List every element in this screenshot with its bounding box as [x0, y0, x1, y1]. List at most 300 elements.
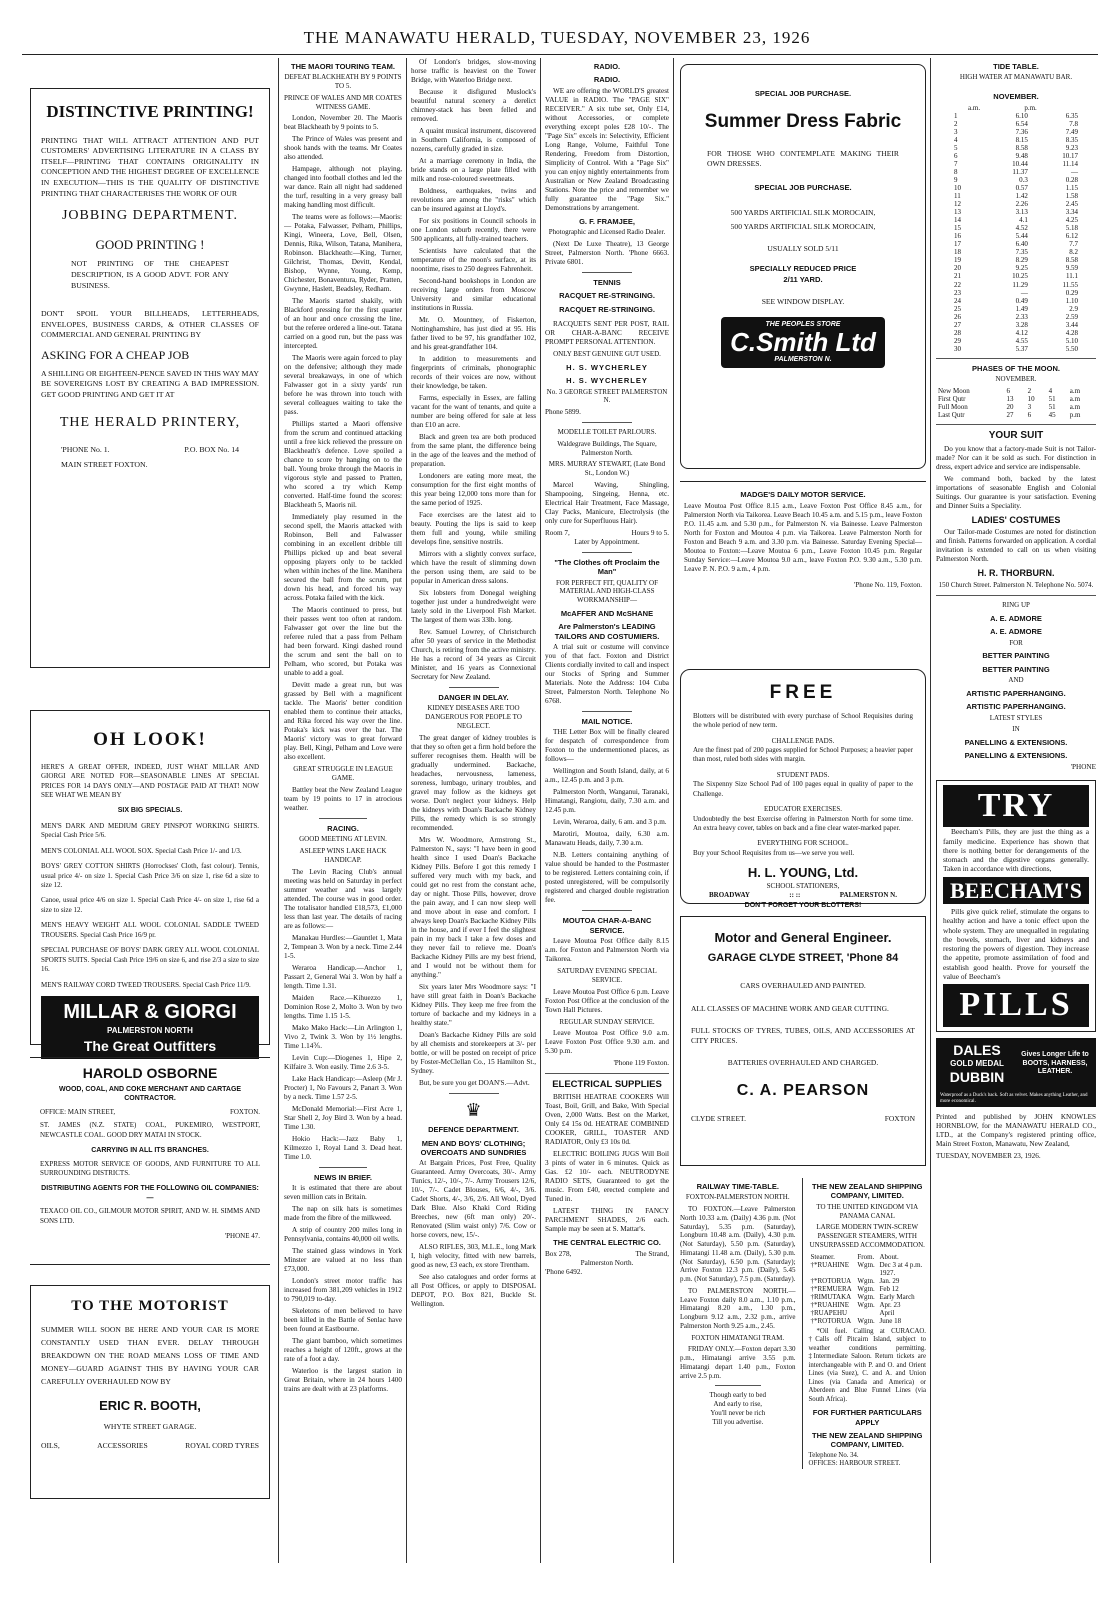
defence-also: ALSO RIFLES, 303, M.L.E., long Mark I, high velocity, fitted with new barrels, good as new, £3 each, ex store Trentham.	[411, 1243, 536, 1270]
moon-cell: 51	[1048, 395, 1056, 404]
cell: †*RUAHINE	[810, 1260, 850, 1269]
dubbin-gold: GOLD MEDAL	[950, 1059, 1004, 1069]
table-row	[952, 329, 1080, 337]
pearson-all: ALL CLASSES OF MACHINE WORK AND GEAR CUTTING.	[691, 1003, 889, 1013]
student-body: The Sixpenny Size School Pad of 100 pages equal in quality of paper to the Challenge.	[693, 780, 913, 798]
tide-time: 11.1	[1066, 272, 1078, 281]
pearson-stocks: FULL STOCKS OF TYRES, TUBES, OILS, AND ACCESSORIES AT CITY PRICES.	[691, 1025, 915, 1045]
tide-time: 6.12	[1065, 232, 1078, 241]
free-advert	[680, 669, 926, 909]
table-row	[952, 208, 1080, 216]
tide-time: 7.8	[1069, 119, 1078, 128]
modelle-mrs: MRS. MURRAY STEWART, (Late Bond St., London W.)	[548, 460, 666, 477]
printery-phone: 'PHONE No. 1.	[61, 445, 110, 455]
tide-time: 2.9	[1069, 304, 1078, 313]
radio-headline: RADIO.	[593, 62, 621, 71]
imprint-date: TUESDAY, NOVEMBER 23, 1926.	[936, 1152, 1041, 1161]
tide-time: 10.25	[1012, 272, 1028, 281]
column-2	[284, 58, 402, 1563]
separator	[936, 424, 1096, 425]
booth-accessories: ACCESSORIES	[97, 1440, 148, 1450]
news-para: Black and green tea are both produced from the same plant, the difference being in the age of the leaves and the method of preparation.	[411, 433, 536, 468]
tide-time: 8.2	[1069, 248, 1078, 257]
kidney-subhead: KIDNEY DISEASES ARE TOO DANGEROUS FOR PEOPLE TO NEGLECT.	[425, 704, 522, 730]
cell	[855, 1309, 877, 1317]
electrical-box: Box 278,	[545, 1249, 572, 1258]
pearson-street: CLYDE STREET.	[691, 1113, 746, 1123]
table-row	[952, 272, 1080, 280]
tide-time: 7.49	[1065, 127, 1078, 136]
news-para: Mr. O. Mountney, of Fiskerton, Nottinghamshire, has just died at 95. His father lived to be 97, his grandfather 102, and his great-grandfather 104.	[411, 316, 536, 351]
radio-body: WE are offering the WORLD'S greatest VALUE in RADIO. The "PAGE SIX" RECEIVER." A six tube set, Only £14, without Accessories, or complete everything except poles £28 10/-. The "Page Six" excels in: Selectivity, Efficient Long Range, Volume, Faithful Tone Rendering, Freedom from Distortion, Simplicity of Control. With a "Page Six" you can enjoy nightly entertainments from Australian or New Zealand Broadcasting Stations. Note the price and remember we fully guarantee the "Page Six." Demonstrations by arrangement.	[545, 86, 669, 212]
article-para: Devitt made a great run, but was grassed by Bell with a magnificent tackle. The Maoris' better condition enabled them to continue their attacks, and Rika forced his way over the line. Potaka's kick was over the bar. The Maoris' victory was to great forward play. Bell, Kingi, Pelham and Love were also excellent.	[284, 681, 402, 762]
article-para: The Prince of Wales was present and shook hands with the teams. Mr Coates also attended.	[284, 135, 402, 162]
nz-shipping-headline: THE NEW ZEALAND SHIPPING COMPANY, LIMITED.	[812, 1182, 923, 1201]
table-row	[936, 395, 1096, 403]
tide-day: 14	[954, 216, 961, 225]
moon-cell: Full Moon	[938, 403, 968, 412]
madge-headline: MADGE'S DAILY MOTOR SERVICE.	[740, 490, 866, 499]
table-row	[952, 281, 1080, 289]
admore-paperhanging: ARTISTIC PAPERHANGING.	[966, 688, 1066, 698]
article-para: The teams were as follows:—Maoris:— Potaka, Falwasser, Pelham, Phillips, Kingi, Wineera, Love, Bell, Olsen, Dennis, Rika, Wilson, Tatana, Manihera, Robinson. Blackheath:—King, Turner, Gilchrist, Thomas, Devitt, Kendal, Bishop, Wynne, Young, Kemp, Chichester, Bonaventura, Ryder, Pratten, Gwynne, Haslett, Beadsley, Redham.	[284, 213, 402, 294]
article-para: Battley beat the New Zealand League team by 19 points to 17 in atrocious weather.	[284, 785, 402, 812]
special-item: MEN'S HEAVY WEIGHT ALL WOOL COLONIAL SADDLE TWEED TROUSERS. Special Cash Price 16/9 pr.	[41, 921, 259, 939]
osborne-phone: 'PHONE 47.	[224, 1232, 260, 1241]
wycherley-phone: Phone 5899.	[545, 408, 581, 416]
railway-timetable	[680, 1178, 796, 1469]
news-para: For six positions in Council schools in one London suburb recently, there were 500 applicants, all fully-trained teachers.	[411, 217, 536, 243]
moon-headline: PHASES OF THE MOON.	[972, 363, 1060, 373]
nz-shipping-to: TO THE UNITED KINGDOM VIA PANAMA CANAL	[816, 1202, 919, 1220]
news-para: In addition to measurements and fingerprints of criminals, phonographic records of their voices are now, without their knowledge, be taken.	[411, 355, 536, 390]
admore-paperhanging-2: ARTISTIC PAPERHANGING.	[966, 702, 1066, 712]
column-divider	[673, 58, 674, 1563]
article-para: London, November 20. The Maoris beat Blackheath by 9 points to 5.	[284, 114, 402, 132]
racing-para: Weraroa Handicap.—Anchor 1, Passart 2, General Wai 3. Won by half a length. Time 1.31.	[284, 963, 402, 990]
electrical-shades: LATEST THING IN FANCY PARCHMENT SHADES, 2/6 each. Sample may be seen at S. Mattar's.	[545, 1207, 669, 1234]
tide-day: 25	[954, 304, 961, 313]
beecham-advert	[936, 780, 1096, 1032]
moon-cell: 4	[1048, 387, 1053, 396]
moutoa-para: Leave Moutoa Post Office daily 8.15 a.m. for Foxton and Palmerston North via Taikorea.	[545, 937, 669, 963]
moutoa-saturday: SATURDAY EVENING SPECIAL SERVICE.	[557, 967, 657, 984]
cell: Wgtn.	[857, 1284, 875, 1293]
moon-cell: New Moon	[938, 387, 970, 396]
tide-time: 0.28	[1065, 175, 1078, 184]
tide-time: 11.14	[1062, 159, 1078, 168]
mail-headline: MAIL NOTICE.	[581, 716, 633, 726]
cell: Feb 12	[879, 1284, 899, 1293]
racing-para: Hokio Hack:—Jazz Baby 1, Kilmezzo 1, Royal Land 3. Dead heat. Time 1.0.	[284, 1134, 402, 1161]
table-row	[936, 403, 1096, 411]
tide-table-body	[952, 112, 1080, 353]
kidney-headline: DANGER IN DELAY.	[438, 693, 509, 702]
column-divider	[406, 58, 407, 1563]
printing-body: PRINTING THAT WILL ATTRACT ATTENTION AND PUT CUSTOMERS' ADVERTISING LITERATURE IN A CLASS BY ITSELF—PRINTING THAT CONTAINS ORIGINALITY IN CONCEPTION AND THE HIGHEST DEGREE OF EXCELLENCE IN EXECUTION—THIS IS THE QUALITY OF DISTINCTIVE PRINTING THAT CHARACTERISES THE WORK OF OUR	[41, 135, 259, 198]
tide-day: 29	[954, 336, 961, 345]
tide-time: 8.58	[1065, 256, 1078, 265]
tide-day: 27	[954, 320, 961, 329]
separator	[449, 1093, 499, 1094]
tide-time: 6.40	[1015, 240, 1028, 249]
table-row	[952, 240, 1080, 248]
tide-time: 8.58	[1015, 143, 1028, 152]
table-header-row	[809, 1253, 926, 1261]
mcaffer-sub: FOR PERFECT FIT, QUALITY OF MATERIAL AND HIGH-CLASS WORKMANSHIP—	[556, 578, 658, 604]
defence-catalogue: See also catalogues and order forms at all Post Offices, or apply to DISPOSAL DEPOT, P.O. Box 821, Buckle St. Wellington.	[411, 1273, 536, 1309]
nz-shipping-large: LARGE MODERN TWIN-SCREW PASSENGER STEAMERS, WITH UNSURPASSED ACCOMMODATION.	[809, 1223, 925, 1249]
table-row	[952, 313, 1080, 321]
tide-time: 2.45	[1065, 200, 1078, 209]
tennis-gut: ONLY BEST GENUINE GUT USED.	[553, 350, 661, 358]
defence-headline: DEFENCE DEPARTMENT.	[428, 1125, 519, 1135]
colons: :: ::	[789, 891, 801, 900]
radio-dealer-address: (Next De Luxe Theatre), 13 George Street, Palmerston North. 'Phone 6663. Private 6801.	[545, 239, 669, 266]
osborne-carrying: CARRYING IN ALL ITS BRANCHES.	[91, 1147, 209, 1155]
kidney-para: The great danger of kidney troubles is that they so often get a firm hold before the sufferer recognises them. Health will be gradually undermined. Backache, headaches, nervousness, lameness, soreness, lumbago, urinary troubles, and gravel may follow as the kidneys get worse. Don't neglect your kidneys. Help the kidneys with Doan's Backache Kidney Pills, the remedy which is so strongly recommended.	[411, 733, 536, 832]
tide-table	[952, 104, 1080, 112]
news-para: The nap on silk hats is sometimes made from the fibre of the milkweed.	[284, 1204, 402, 1222]
moon-cell: a.m	[1069, 395, 1081, 404]
everything-school: EVERYTHING FOR SCHOOL.	[757, 839, 849, 848]
racing-para: Maiden Race.—Kihuezzo 1, Dominion Rose 2, Molto 3. Won by two lengths. Time 1.15 1-5.	[284, 993, 402, 1020]
moon-cell: 45	[1048, 411, 1056, 420]
table-header: p.m.	[1024, 103, 1037, 112]
dubbin-small: Waterproof as a Duck's back. Soft as velvet. Makes anything Leather, and more economical.	[936, 1091, 1096, 1108]
tide-day: 19	[954, 256, 961, 265]
electrical-headline: ELECTRICAL SUPPLIES	[552, 1079, 662, 1091]
defence-subhead: MEN AND BOYS' CLOTHING; OVERCOATS AND SUNDRIES	[420, 1138, 527, 1157]
tide-day: 3	[954, 127, 958, 136]
motorist-body: SUMMER WILL SOON BE HERE AND YOUR CAR IS MORE CONSTANTLY USED THAN EVER. DELAY THROUGH BREAKDOWN ON THE ROAD MEANS LOSS OF TIME AND MONEY—GUARD AGAINST THIS BY HAVING YOUR CAR CAREFULLY OVERHAULED NOW BY	[41, 1325, 259, 1386]
tennis-headline-2: RACQUET RE-STRINGING.	[559, 291, 655, 301]
tide-time: —	[1020, 288, 1028, 297]
table-row	[952, 160, 1080, 168]
modelle-room: Room 7,	[545, 528, 570, 537]
dubbin-name: DUBBIN	[949, 1069, 1005, 1086]
column-divider	[540, 58, 541, 1563]
palmerston: PALMERSTON N.	[839, 891, 897, 900]
table-header-row	[952, 104, 1080, 112]
racing-para: The Levin Racing Club's annual meeting was held on Saturday in perfect summer weather and was largely attended. The course was in good order. The totalisator handled £18,573, £1,000 less than last year. The details of racing are as follows:—	[284, 867, 402, 930]
moon-cell: a.m	[1069, 403, 1081, 412]
tide-time: 7.36	[1015, 127, 1028, 136]
jobbing-title: JOBBING DEPARTMENT.	[61, 208, 239, 224]
osborne-title: HAROLD OSBORNE	[82, 1065, 218, 1081]
racing-subhead-2: ASLEEP WINS LAKE HACK HANDICAP.	[299, 847, 387, 864]
tide-day: 12	[954, 200, 961, 209]
table-row	[952, 289, 1080, 297]
free-title: FREE	[769, 682, 837, 703]
logo-name: C.Smith Ltd	[730, 327, 876, 358]
suit-para: Do you know that a factory-made Suit is not Tailor-made? Nor can it be sold as such. For distinction in dress, expert advice and service are indispensable.	[936, 444, 1096, 471]
millar-giorgi-logo	[41, 996, 259, 1059]
oh-look-title: OH LOOK!	[93, 729, 207, 750]
tide-day: 24	[954, 296, 961, 305]
admore-latest: LATEST STYLES	[989, 713, 1043, 722]
column-divider	[930, 58, 931, 1563]
beecham-para: Beecham's Pills, they are just the thing as a family medicine. Experience has shown that there is nothing better for derangements of the stomach and the digestive organs generally. Taken in accordance with directions,	[943, 827, 1089, 874]
dubbin-brand	[940, 1042, 1014, 1087]
admore-phone: 'PHONE	[1070, 762, 1096, 771]
separator	[582, 552, 632, 553]
admore-ring: RING UP	[1002, 601, 1030, 610]
crest-icon: ♛	[465, 1099, 482, 1120]
table-row	[952, 224, 1080, 232]
oh-look-intro: HERE'S A GREAT OFFER, INDEED, JUST WHAT MILLAR AND GIORGI ARE NOTED FOR—SEASONABLE LINES AT SPECIAL PRICES FOR 14 DAYS ONLY—AND POSTAGE PAID AT THAT! NOW SEE WHAT WE MEAN BY	[41, 762, 259, 799]
dubbin-side: Gives Longer Life to BOOTS, HARNESS, LEATHER.	[1021, 1050, 1089, 1076]
moon-cell: 13	[1006, 395, 1014, 404]
moon-cell: 6	[1006, 387, 1010, 396]
tennis-body: RACQUETS SENT PER POST, RAIL OR CHAR-A-BANC RECEIVE PROMPT PERSONAL ATTENTION.	[545, 320, 669, 346]
silk-line-2: 500 YARDS ARTIFICIAL SILK MOROCAIN,	[730, 221, 876, 231]
booth-oils: OILS,	[41, 1440, 60, 1450]
electrical-body: BRITISH HEATRAE COOKERS Will Toast, Boil, Grill, and Bake, With Special Oven, 2,000 Watts. Best on the Market, Only £4 15s 0d. HEATRAE COMBINED COOKER, GRILL, TOASTER AND RADIATOR, Only £3 10s 0d.	[545, 1093, 669, 1147]
separator	[715, 1385, 761, 1386]
pearson-batteries: BATTERIES OVERHAULED AND CHARGED.	[727, 1057, 879, 1067]
news-para: It is estimated that there are about seven million cats in Britain.	[284, 1183, 402, 1201]
railway-para: TO FOXTON.—Leave Palmerston North 10.33 a.m. (Daily) 4.36 p.m. (Not Saturday), 5.35 p.m. (Saturday), Longburn 10.48 a.m. (Daily), 4.30 p.m. (Not Saturday), 5.50 p.m. (Saturday), Himatangi 11.48 a.m. (Daily), 5.30 p.m. (Not Saturday), 6.50 p.m. (Saturday); Arrive Foxton 12.3 p.m. (Daily), 5.45 p.m. (Not Saturday), 7.5 p.m. (Saturday).	[680, 1205, 796, 1284]
osborne-line1: WOOD, COAL, AND COKE MERCHANT AND CARTAGE CONTRACTOR.	[58, 1085, 242, 1103]
table-row	[952, 248, 1080, 256]
usually-sold: USUALLY SOLD 5/11	[767, 244, 839, 254]
tide-time: 5.50	[1065, 344, 1078, 353]
osborne-agents: DISTRIBUTING AGENTS FOR THE FOLLOWING OIL COMPANIES:—	[41, 1185, 259, 1202]
table-row	[952, 256, 1080, 264]
tide-day: 8	[954, 167, 958, 176]
tide-day: 7	[954, 159, 958, 168]
osborne-office: OFFICE: MAIN STREET,	[40, 1107, 116, 1116]
verse-line: Till you advertise.	[712, 1417, 764, 1426]
tide-time: 1.58	[1065, 192, 1078, 201]
admore-panelling-2: PANELLING & EXTENSIONS.	[964, 751, 1068, 761]
cell: Wgtn.	[857, 1260, 875, 1269]
tide-time: 5.10	[1065, 336, 1078, 345]
mcaffer-quote: "The Clothes oft Proclaim the Man"	[554, 557, 660, 577]
tide-time: 11.29	[1012, 280, 1028, 289]
racing-para: Mako Mako Hack:—Lin Arlington 1, Vivo 2, Twink 3. Won by 1½ lengths. Time 1.14⅗.	[284, 1023, 402, 1050]
verse-line: Though early to bed	[709, 1391, 767, 1400]
tide-time: 4.25	[1065, 216, 1078, 225]
racing-para: Levin Cup:—Diogenes 1, Hipe 2, Kilfaire 3. Won easily. Time 2.6 3-5.	[284, 1053, 402, 1071]
news-para: Waterloo is the largest station in Great Britain, where in 24 hours 1400 trains are dealt with at 23 platforms.	[284, 1366, 402, 1393]
news-para: Farms, especially in Essex, are falling vacant for the want of tenants, and quite a number are being offered for sale at less than £10 an acre.	[411, 394, 536, 429]
suit-para: We command both, backed by the latest importations of seasonable English and Colonial Suitings. Our guarantee is your satisfaction. Evening and Dinner Suits a Speciality.	[936, 474, 1096, 510]
tide-time: 4.12	[1015, 328, 1028, 337]
cell: Wgtn.	[857, 1276, 875, 1285]
defence-body: At Bargain Prices, Post Free, Quality Guaranteed. Army Overcoats, 30/-. Army Tunics, 12/-, 10/-, 7/-. Army Trousers 12/6, 10/-, 7/-. Cadet Blouses, 6/6, 4/-, 3/6. Cadet Shorts, 4/-, 3/6, 2/6. All Wool, Dyed Dark Blue. Also Khaki Cord Riding Breeches, new (6ft man only) 20/-. Renovated (Slim waist only) 7/6. Cow or horse covers, new, 15/-.	[411, 1159, 536, 1240]
special-item: MEN'S COLONIAL ALL WOOL SOX. Special Cash Price 1/- and 1/3.	[41, 846, 242, 855]
news-para: A strip of country 200 miles long in Pennsylvania, contains 40,000 oil wells.	[284, 1225, 402, 1243]
tennis-headline-3: RACQUET RE-STRINGING.	[559, 304, 655, 314]
table-row	[952, 321, 1080, 329]
tide-time: 8.15	[1015, 135, 1028, 144]
moon-cell: 20	[1006, 403, 1014, 412]
mcaffer-name: McAFFER AND McSHANE	[560, 608, 654, 618]
racing-headline: RACING.	[327, 823, 359, 833]
suit-headline: YOUR SUIT	[988, 430, 1044, 442]
six-specials-title: SIX BIG SPECIALS.	[117, 807, 183, 815]
tide-time: 5.37	[1015, 344, 1028, 353]
separator	[545, 1073, 669, 1074]
electrical-jugs: ELECTRIC BOILING JUGS Will Boil 3 pints of water in 6 minutes. Quick as Gas. £2 10/- each. NEUTRODYNE RADIO SETS, Guaranteed to get the music. From £40, erected complete and Tuned in.	[545, 1150, 669, 1204]
racing-para: McDonald Memorial:—First Acre 1, Star Shell 2, Joy Bird 3. Won by a head. Time 1.30.	[284, 1104, 402, 1131]
tide-time: 1.15	[1065, 183, 1078, 192]
cell: Jan. 29	[879, 1276, 900, 1285]
separator	[936, 358, 1096, 359]
modelle-address: Waldegrave Buildings, The Square, Palmerston North.	[557, 439, 657, 457]
tide-day: 11	[954, 192, 961, 201]
cell: †RIMUTAKA	[810, 1292, 852, 1301]
admore-and: AND	[1008, 676, 1024, 685]
tide-day: 22	[954, 280, 961, 289]
tide-time: 6.54	[1015, 119, 1028, 128]
column-3	[411, 58, 536, 1563]
moutoa-headline: MOUTOA CHAR-A-BANC SERVICE.	[562, 916, 652, 935]
booth-name: ERIC R. BOOTH,	[99, 1397, 201, 1413]
cell: †RUAPEHU	[810, 1308, 848, 1317]
printing-advert	[30, 88, 270, 668]
moutoa-para: Leave Moutoa Post Office 6 p.m. Leave Foxton Post Office at the conclusion of the Town Hall Pictures.	[545, 987, 669, 1014]
motorist-advert	[30, 1285, 270, 1499]
special-purchase: SPECIAL JOB PURCHASE.	[754, 89, 852, 98]
table-row	[952, 120, 1080, 128]
tide-subhead: HIGH WATER AT MANAWATU BAR.	[959, 73, 1073, 82]
tide-time: 1.42	[1015, 192, 1028, 201]
news-para: Mirrors with a slightly convex surface, which have the result of slimming down the person using them, are said to be popular in American dress salons.	[411, 550, 536, 585]
tide-time: 1.49	[1015, 304, 1028, 313]
tide-time: 11.37	[1012, 167, 1028, 176]
article-para: Hampage, although not playing, changed into football clothes and led the war dance. Rain all night had saddened the turf, resulting in a very greasy ball making handling most difficult.	[284, 165, 402, 210]
separator	[936, 595, 1096, 596]
table-row	[952, 216, 1080, 224]
tide-day: 10	[954, 183, 961, 192]
good-printing-title: GOOD PRINTING !	[95, 236, 205, 252]
herald-printery-name: THE HERALD PRINTERY,	[59, 415, 241, 431]
pearson-town: FOXTON	[884, 1113, 915, 1123]
moon-cell: 3	[1027, 403, 1032, 412]
tide-time: 9.25	[1015, 264, 1028, 273]
cell: †*ROTORUA	[810, 1316, 852, 1325]
asking-title: ASKING FOR A CHEAP JOB	[41, 347, 190, 362]
table-row	[952, 184, 1080, 192]
logo-name: MILLAR & GIORGI	[63, 1000, 237, 1023]
electrical-phone: 'Phone 6492.	[545, 1267, 583, 1276]
news-para: London's street motor traffic has increased from 381,209 vehicles in 1912 to 790,019 to-day.	[284, 1276, 402, 1303]
modelle-headline: MODELLE TOILET PARLOURS.	[557, 428, 657, 436]
cell: †*RUAHINE	[810, 1300, 850, 1309]
dubbin-dales: DALES	[953, 1041, 1001, 1058]
table-header: Steamer.	[810, 1252, 835, 1261]
special-item: Canoe, usual price 4/6 on size 1. Special Cash Price 4/- on size 1, rise 6d a size to size 12.	[41, 896, 259, 914]
mail-para: Palmerston North, Wanganui, Taranaki, Himatangi, Rangiotu, daily, 7.30 a.m. and 12.45 p.m.	[545, 788, 669, 815]
racing-para: Lake Hack Handicap:—Asleep (Mr J. Procter) 1, No Favours 2, Panart 3. Won by a neck. Time 1.57 2-5.	[284, 1074, 402, 1101]
good-printing-body: NOT PRINTING OF THE CHEAPEST DESCRIPTION, IS A GOOD ADVT. FOR ANY BUSINESS.	[71, 259, 229, 290]
tide-time: 4.55	[1015, 336, 1028, 345]
table-row	[952, 337, 1080, 345]
tide-day: 5	[954, 143, 958, 152]
beechams-logo: BEECHAM'S	[943, 877, 1089, 905]
tide-time: —	[1071, 167, 1078, 176]
table-row	[809, 1277, 926, 1285]
nz-shipping-further: FOR FURTHER PARTICULARS APPLY	[812, 1408, 922, 1427]
tide-time: 3.34	[1065, 208, 1078, 217]
article-para: The Maoris started shakily, with Blackford pressing for the first quarter of an hour and once crossing the line, but the referee ordered a line-out. Tatana carried on a good run, but the pass was intercepted.	[284, 297, 402, 351]
racing-para: Manakau Hurdles:—Gauntlet 1, Mata 2, Tempean 3. Won by a neck. Time 2.44 1-5.	[284, 933, 402, 960]
try-logo: TRY	[943, 785, 1089, 828]
printery-street: MAIN STREET FOXTON.	[61, 459, 148, 469]
admore-in: IN	[1012, 725, 1020, 734]
special-purchase-2: SPECIAL JOB PURCHASE.	[754, 183, 852, 193]
tide-time: 0.49	[1015, 296, 1028, 305]
tide-day: 20	[954, 264, 961, 273]
dont-forget-blotters: DON'T FORGET YOUR BLOTTERS!	[744, 901, 862, 909]
tide-day: 6	[954, 151, 958, 160]
tide-time: 4.28	[1065, 328, 1078, 337]
tide-time: 2.59	[1065, 312, 1078, 321]
tide-time: 9.48	[1015, 151, 1028, 160]
pearson-advert	[680, 916, 926, 1166]
separator	[319, 818, 366, 819]
tide-time: 5.18	[1065, 224, 1078, 233]
modelle-later: Later by Appointment.	[574, 537, 640, 546]
cell: June 18	[879, 1316, 902, 1325]
challenge-body: Are the finest pad of 200 pages supplied for School Purposes; a heavier paper than most, ruled both sides with margin.	[693, 745, 913, 764]
news-para: The giant bamboo, which sometimes reaches a height of 120ft., grows at the rate of a foot a day.	[284, 1336, 402, 1363]
column-divider	[278, 58, 279, 1563]
verse-line: And early to rise,	[713, 1400, 763, 1409]
moon-table	[936, 387, 1096, 419]
kidney-para: Doan's Backache Kidney Pills are sold by all chemists and storekeepers at 3/- per bottle, or will be posted on receipt of price by Foster-McClellan Co., 15 Hamilton St., Sydney.	[411, 1030, 536, 1075]
table-row	[952, 152, 1080, 160]
tide-day: 4	[954, 135, 958, 144]
booth-garage: WHYTE STREET GARAGE.	[103, 1422, 197, 1432]
cell: 1927.	[879, 1268, 896, 1277]
table-row	[952, 264, 1080, 272]
challenge-title: CHALLENGE PADS.	[771, 736, 835, 745]
suit-para: Our Tailor-made Costumes are noted for distinction and finish. Patterns forwarded on application. A cordial invitation is extended to call on us when visiting Palmerston North.	[936, 528, 1096, 564]
admore-painting: BETTER PAINTING	[982, 651, 1050, 661]
railway-headline: RAILWAY TIME-TABLE.	[696, 1182, 779, 1191]
moon-cell: Last Qutr	[938, 411, 965, 420]
racing-subhead: GOOD MEETING AT LEVIN.	[299, 835, 387, 844]
moon-cell: a.m	[1069, 387, 1081, 396]
tennis-headline: TENNIS	[593, 277, 621, 287]
tide-time: 2.26	[1015, 200, 1028, 209]
summer-fabric-for: FOR THOSE WHO CONTEMPLATE MAKING THEIR OWN DRESSES.	[707, 148, 899, 169]
wycherley-name-2: H. S. WYCHERLEY	[566, 376, 648, 386]
table-row	[952, 297, 1080, 305]
tide-day: 18	[954, 248, 961, 257]
printery-po-box: P.O. BOX No. 14	[184, 445, 239, 455]
pearson-cars: CARS OVERHAULED AND PAINTED.	[740, 981, 866, 991]
oh-look-advert	[30, 710, 270, 1054]
pearson-name: C. A. PEARSON	[736, 1082, 870, 1100]
moutoa-sunday: REGULAR SUNDAY SERVICE.	[559, 1017, 655, 1026]
hl-young-sub: SCHOOL STATIONERS,	[766, 881, 840, 890]
admore-for: FOR	[1009, 638, 1023, 647]
reduced-price: 2/11 YARD.	[783, 274, 823, 284]
summer-fabric-advert	[680, 64, 926, 469]
pearson-title: Motor and General Engineer.	[714, 930, 892, 945]
maori-headline: THE MAORI TOURING TEAM.	[290, 62, 396, 71]
cell: Wgtn.	[857, 1316, 875, 1325]
news-para: Of London's bridges, slow-moving horse traffic is heaviest on the Tower Bridge, with Waterloo Bridge next.	[411, 58, 536, 84]
asking-body: A SHILLING OR EIGHTEEN-PENCE SAVED IN THIS WAY MAY BE SOVEREIGNS LOST BY CREATING A BAD IMPRESSION. GET GOOD PRINTING AND GET IT AT	[41, 368, 259, 399]
tide-time: 3.44	[1065, 320, 1078, 329]
table-row	[952, 136, 1080, 144]
